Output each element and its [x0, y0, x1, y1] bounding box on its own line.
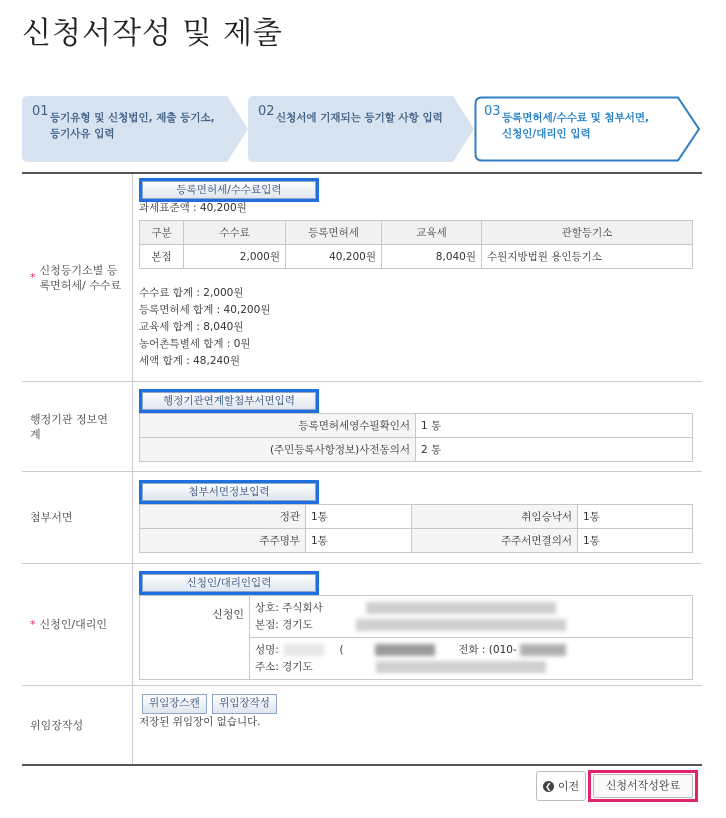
- redacted-phone: [520, 644, 566, 656]
- step-3-number: 03: [484, 104, 501, 119]
- fee-table: [139, 220, 693, 269]
- admin-content: [133, 382, 702, 471]
- page-title: 신청서작성 및 제출: [22, 16, 283, 51]
- applicant-table: [139, 595, 693, 680]
- admin-doc-count: 2 통: [416, 438, 693, 462]
- table-row: [140, 529, 693, 553]
- attach-doc-count: 1통: [578, 529, 693, 553]
- attach-doc-count: 1통: [578, 505, 693, 529]
- attach-doc-count: 1통: [306, 505, 412, 529]
- applicant-company-cell: [250, 596, 693, 638]
- poa-write-button[interactable]: 위임장작성: [212, 694, 277, 714]
- admin-table: [139, 413, 693, 462]
- admin-input-button-label: 행정기관연계할첨부서면입력: [142, 392, 316, 410]
- total-ruraltax: 농어촌특별세 합계 : 0원: [139, 338, 251, 350]
- table-row: [140, 438, 693, 462]
- table-row: [140, 414, 693, 438]
- redacted-address: [356, 619, 566, 631]
- step-2-shape: [248, 96, 476, 162]
- required-mark: *: [30, 618, 36, 631]
- step-1-label-line1: 등기유형 및 신청법인, 제출 등기소,: [50, 112, 215, 124]
- redacted-applicant-address: [376, 661, 546, 673]
- applicant-row: [22, 564, 702, 686]
- step-3-label-line2: 신청인/대리인 입력: [502, 128, 591, 140]
- fee-label: 신청등기소별 등록면허세/ 수수료: [39, 263, 122, 292]
- total-edutax: 교육세 합계 : 8,040원: [139, 321, 244, 333]
- complete-button[interactable]: [588, 770, 698, 802]
- attach-content: [133, 472, 702, 563]
- poa-label: 위임장작성: [22, 686, 133, 764]
- admin-row: [22, 382, 702, 472]
- applicant-company: 상호: 주식회사: [255, 600, 687, 617]
- prev-button[interactable]: [536, 771, 586, 801]
- application-form: [22, 172, 702, 766]
- fee-col-edutax: 교육세: [382, 221, 482, 245]
- applicant-label: 신청인/대리인: [39, 618, 107, 631]
- step-1: [22, 96, 250, 162]
- redacted-id: [375, 644, 435, 656]
- redacted-name: [284, 644, 324, 656]
- step-1-number: 01: [32, 104, 49, 119]
- fee-cell-fee: 2,000원: [184, 245, 286, 269]
- attach-input-button-label: 첨부서면정보입력: [142, 483, 316, 501]
- admin-input-button[interactable]: [139, 389, 319, 413]
- poa-row: [22, 686, 702, 766]
- tax-base: 과세표준액 : 40,200원: [139, 202, 247, 214]
- admin-label: 행정기관 정보연계: [22, 382, 133, 471]
- total-regtax: 등록면허세 합계 : 40,200원: [139, 304, 271, 316]
- attach-table: [139, 504, 693, 553]
- attach-doc-name: 정관: [140, 505, 306, 529]
- applicant-input-button-label: 신청인/대리인입력: [142, 574, 316, 592]
- attach-row: [22, 472, 702, 564]
- applicant-role: 신청인: [140, 596, 250, 680]
- poa-scan-button[interactable]: 위임장스캔: [142, 694, 207, 714]
- total-fee: 수수료 합계 : 2,000원: [139, 287, 244, 299]
- attach-doc-name: 주주명부: [140, 529, 306, 553]
- table-row: [140, 596, 693, 638]
- applicant-content: [133, 564, 702, 685]
- fee-row: [22, 174, 702, 382]
- redacted-company: [366, 602, 556, 614]
- required-mark: *: [30, 271, 36, 284]
- applicant-input-button[interactable]: [139, 571, 319, 595]
- complete-button-label: 신청서작성완료: [593, 774, 693, 798]
- attach-label: 첨부서면: [22, 472, 133, 563]
- fee-cell-type: 본점: [140, 245, 184, 269]
- fee-totals: [139, 285, 694, 370]
- fee-input-button[interactable]: [139, 178, 319, 202]
- fee-content: [133, 174, 702, 381]
- admin-doc-name: (주민등록사항정보)사전동의서: [140, 438, 416, 462]
- step-2-number: 02: [258, 104, 275, 119]
- fee-col-registry: 관할등기소: [482, 221, 693, 245]
- fee-cell-registry: 수원지방법원 용인등기소: [482, 245, 693, 269]
- fee-col-fee: 수수료: [184, 221, 286, 245]
- table-row: [140, 505, 693, 529]
- chevron-left-icon: ❮: [543, 781, 554, 792]
- step-progress: [22, 96, 702, 162]
- applicant-label-cell: [22, 564, 133, 685]
- applicant-hq: 본점: 경기도: [255, 617, 687, 634]
- step-2: [248, 96, 476, 162]
- attach-doc-name: 주주서면결의서: [412, 529, 578, 553]
- attach-doc-name: 취임승낙서: [412, 505, 578, 529]
- applicant-person-cell: [250, 638, 693, 680]
- attach-input-button[interactable]: [139, 480, 319, 504]
- fee-col-regtax: 등록면허세: [286, 221, 382, 245]
- step-1-label-line2: 등기사유 입력: [50, 128, 115, 140]
- applicant-address: 주소: 경기도: [255, 659, 687, 676]
- step-3-label-line1: 등록면허세/수수료 및 첨부서면,: [502, 112, 649, 124]
- attach-doc-count: 1통: [306, 529, 412, 553]
- fee-input-button-label: 등록면허세/수수료입력: [142, 181, 316, 199]
- applicant-name: 성명: ( 전화 : (010-: [255, 642, 687, 659]
- step-2-label-line1: 신청서에 기재되는 등기할 사항 입력: [276, 112, 443, 124]
- total-tax: 세액 합계 : 48,240원: [139, 355, 241, 367]
- poa-content: [133, 686, 702, 764]
- prev-button-label: 이전: [557, 780, 580, 793]
- fee-cell-edutax: 8,040원: [382, 245, 482, 269]
- fee-col-type: 구분: [140, 221, 184, 245]
- fee-label-cell: [22, 174, 133, 381]
- admin-doc-count: 1 통: [416, 414, 693, 438]
- poa-note: 저장된 위임장이 없습니다.: [139, 716, 261, 728]
- table-row: [140, 245, 693, 269]
- fee-cell-regtax: 40,200원: [286, 245, 382, 269]
- admin-doc-name: 등록면허세영수필확인서: [140, 414, 416, 438]
- step-3: [474, 96, 702, 162]
